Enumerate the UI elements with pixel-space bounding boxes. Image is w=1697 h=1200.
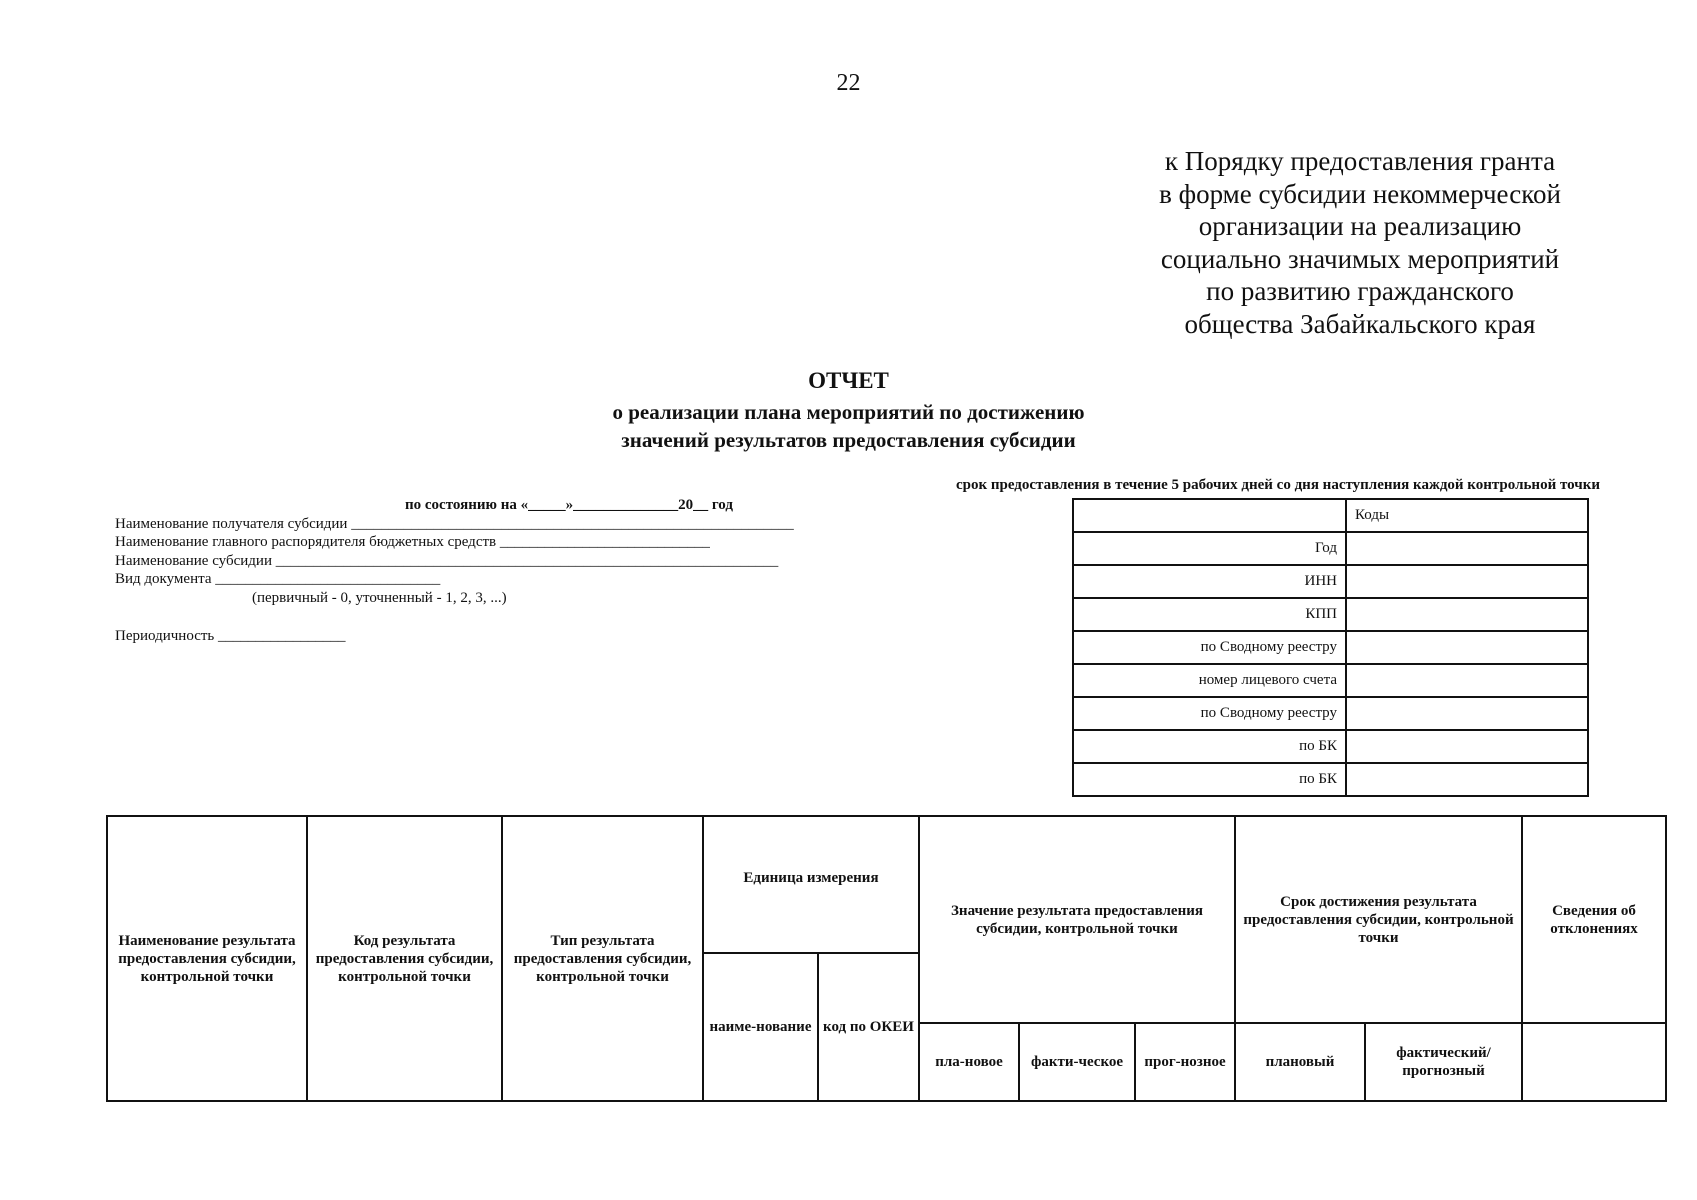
codes-value-account[interactable] — [1346, 664, 1588, 697]
codes-label-bk-1: по БК — [1073, 730, 1346, 763]
codes-label-registry-2: по Сводному реестру — [1073, 697, 1346, 730]
codes-row — [1073, 631, 1588, 664]
header-row-1 — [107, 816, 1666, 953]
codes-label-registry-1: по Сводному реестру — [1073, 631, 1346, 664]
appendix-line: общества Забайкальского края — [1184, 308, 1536, 339]
appendix-line: социально значимых мероприятий — [1160, 243, 1560, 274]
col-deadline: Срок достижения результата предоставления субсидии, контрольной точки — [1235, 816, 1522, 1023]
periodicity-field: Периодичность _________________ — [115, 628, 346, 644]
col-value-plan: пла-новое — [919, 1023, 1019, 1101]
page-number: 22 — [836, 70, 861, 96]
codes-value-bk-1[interactable] — [1346, 730, 1588, 763]
codes-value-bk-2[interactable] — [1346, 763, 1588, 796]
col-unit-name: наиме-нование — [703, 953, 818, 1101]
codes-header-blank — [1073, 499, 1346, 532]
col-deviation-blank — [1522, 1023, 1666, 1101]
col-value-fact: факти-ческое — [1019, 1023, 1135, 1101]
appendix-line: организации на реализацию — [1198, 211, 1522, 241]
col-value: Значение результата предоставления субсидии, контрольной точки — [919, 816, 1235, 1023]
codes-value-kpp[interactable] — [1346, 598, 1588, 631]
codes-row — [1073, 763, 1588, 796]
codes-row — [1073, 697, 1588, 730]
deadline-note: срок предоставления в течение 5 рабочих дней со дня наступления каждой контрольной точки — [955, 477, 1600, 493]
codes-row — [1073, 565, 1588, 598]
subtitle-line: о реализации плана мероприятий по достижению — [612, 400, 1085, 424]
col-unit-okei: код по ОКЕИ — [818, 953, 919, 1101]
results-table — [106, 815, 1667, 1102]
report-subtitle — [0, 398, 1697, 454]
subtitle-line: значений результатов предоставления субсидии — [621, 428, 1076, 452]
codes-value-year[interactable] — [1346, 532, 1588, 565]
codes-label-account: номер лицевого счета — [1073, 664, 1346, 697]
main-manager-field: Наименование главного распорядителя бюджетных средств ____________________________ — [115, 534, 710, 550]
appendix-line: в форме субсидии некоммерческой — [1159, 178, 1561, 209]
col-deviation: Сведения об отклонениях — [1522, 816, 1666, 1023]
report-title: ОТЧЕТ — [808, 368, 889, 393]
codes-header: Коды — [1346, 499, 1588, 532]
codes-value-registry-1[interactable] — [1346, 631, 1588, 664]
codes-row — [1073, 730, 1588, 763]
codes-label-inn: ИНН — [1073, 565, 1346, 598]
document-type-hint: (первичный - 0, уточненный - 1, 2, 3, ...) — [252, 590, 507, 606]
as-of-date-line: по состоянию на «_____»______________20__ год — [405, 497, 733, 513]
col-deadline-fact: фактический/ прогнозный — [1365, 1023, 1522, 1101]
codes-value-inn[interactable] — [1346, 565, 1588, 598]
recipient-field: Наименование получателя субсидии ___________________________________________________________ — [115, 516, 794, 532]
col-deadline-plan: плановый — [1235, 1023, 1365, 1101]
codes-label-bk-2: по БК — [1073, 763, 1346, 796]
codes-row — [1073, 532, 1588, 565]
codes-table — [1072, 498, 1589, 797]
codes-row — [1073, 664, 1588, 697]
col-result-code: Код результата предоставления субсидии, контрольной точки — [307, 816, 502, 1101]
appendix-line: к Порядку предоставления гранта — [1164, 146, 1556, 176]
codes-label-kpp: КПП — [1073, 598, 1346, 631]
appendix-line: по развитию гражданского — [1206, 276, 1514, 306]
col-result-name: Наименование результата предоставления субсидии, контрольной точки — [107, 816, 307, 1101]
col-unit: Единица измерения — [703, 816, 919, 953]
col-value-forecast: прог-нозное — [1135, 1023, 1235, 1101]
subsidy-name-field: Наименование субсидии ___________________________________________________________________ — [115, 553, 779, 569]
document-type-field: Вид документа ______________________________ — [115, 571, 441, 587]
codes-row — [1073, 598, 1588, 631]
appendix-reference — [1120, 145, 1600, 340]
codes-label-year: Год — [1073, 532, 1346, 565]
col-result-type: Тип результата предоставления субсидии, контрольной точки — [502, 816, 703, 1101]
codes-value-registry-2[interactable] — [1346, 697, 1588, 730]
codes-header-row — [1073, 499, 1588, 532]
